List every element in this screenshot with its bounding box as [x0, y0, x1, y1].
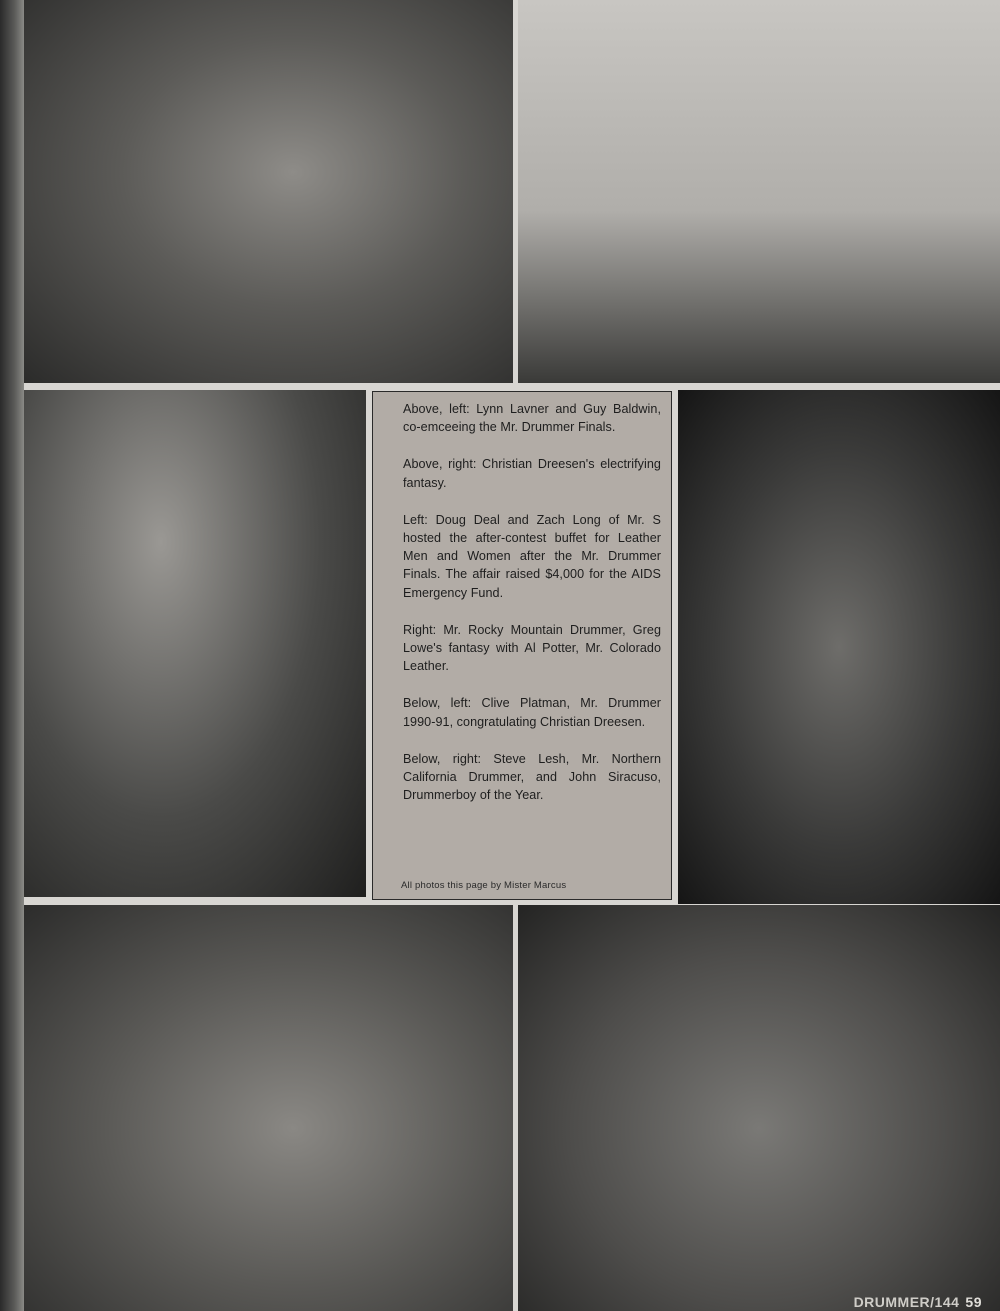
page-number: 59	[965, 1294, 982, 1310]
photo-top-right	[518, 0, 1000, 383]
caption-below-left: Below, left: Clive Platman, Mr. Drummer 1990-91, congratulating Christian Dreesen.	[403, 696, 661, 729]
caption-right: Right: Mr. Rocky Mountain Drummer, Greg Lowe's fantasy with Al Potter, Mr. Colorado Leather.	[403, 622, 661, 674]
photo-bottom-left	[24, 905, 513, 1311]
photo-top-left	[24, 0, 513, 383]
photo-middle-left	[24, 390, 366, 897]
binding-gutter	[0, 0, 24, 1311]
caption-left: Left: Doug Deal and Zach Long of Mr. S hosted the after-contest buffet for Leather Men and Women after the Mr. Drummer Finals. The affair raised $4,000 for the AIDS Emergency Fund.	[403, 512, 661, 600]
magazine-issue: DRUMMER/144	[853, 1294, 960, 1310]
caption-below-right: Below, right: Steve Lesh, Mr. Northern California Drummer, and John Siracuso, Drummerboy of the Year.	[403, 751, 661, 803]
photo-middle-right	[678, 390, 1000, 904]
photo-bottom-right	[518, 905, 1000, 1311]
photo-credit: All photos this page by Mister Marcus	[401, 880, 567, 891]
caption-box	[372, 391, 672, 900]
caption-above-left: Above, left: Lynn Lavner and Guy Baldwin, co-emceeing the Mr. Drummer Finals.	[403, 402, 661, 435]
page-footer	[854, 1294, 982, 1310]
caption-above-right: Above, right: Christian Dreesen's electrifying fantasy.	[403, 457, 661, 490]
